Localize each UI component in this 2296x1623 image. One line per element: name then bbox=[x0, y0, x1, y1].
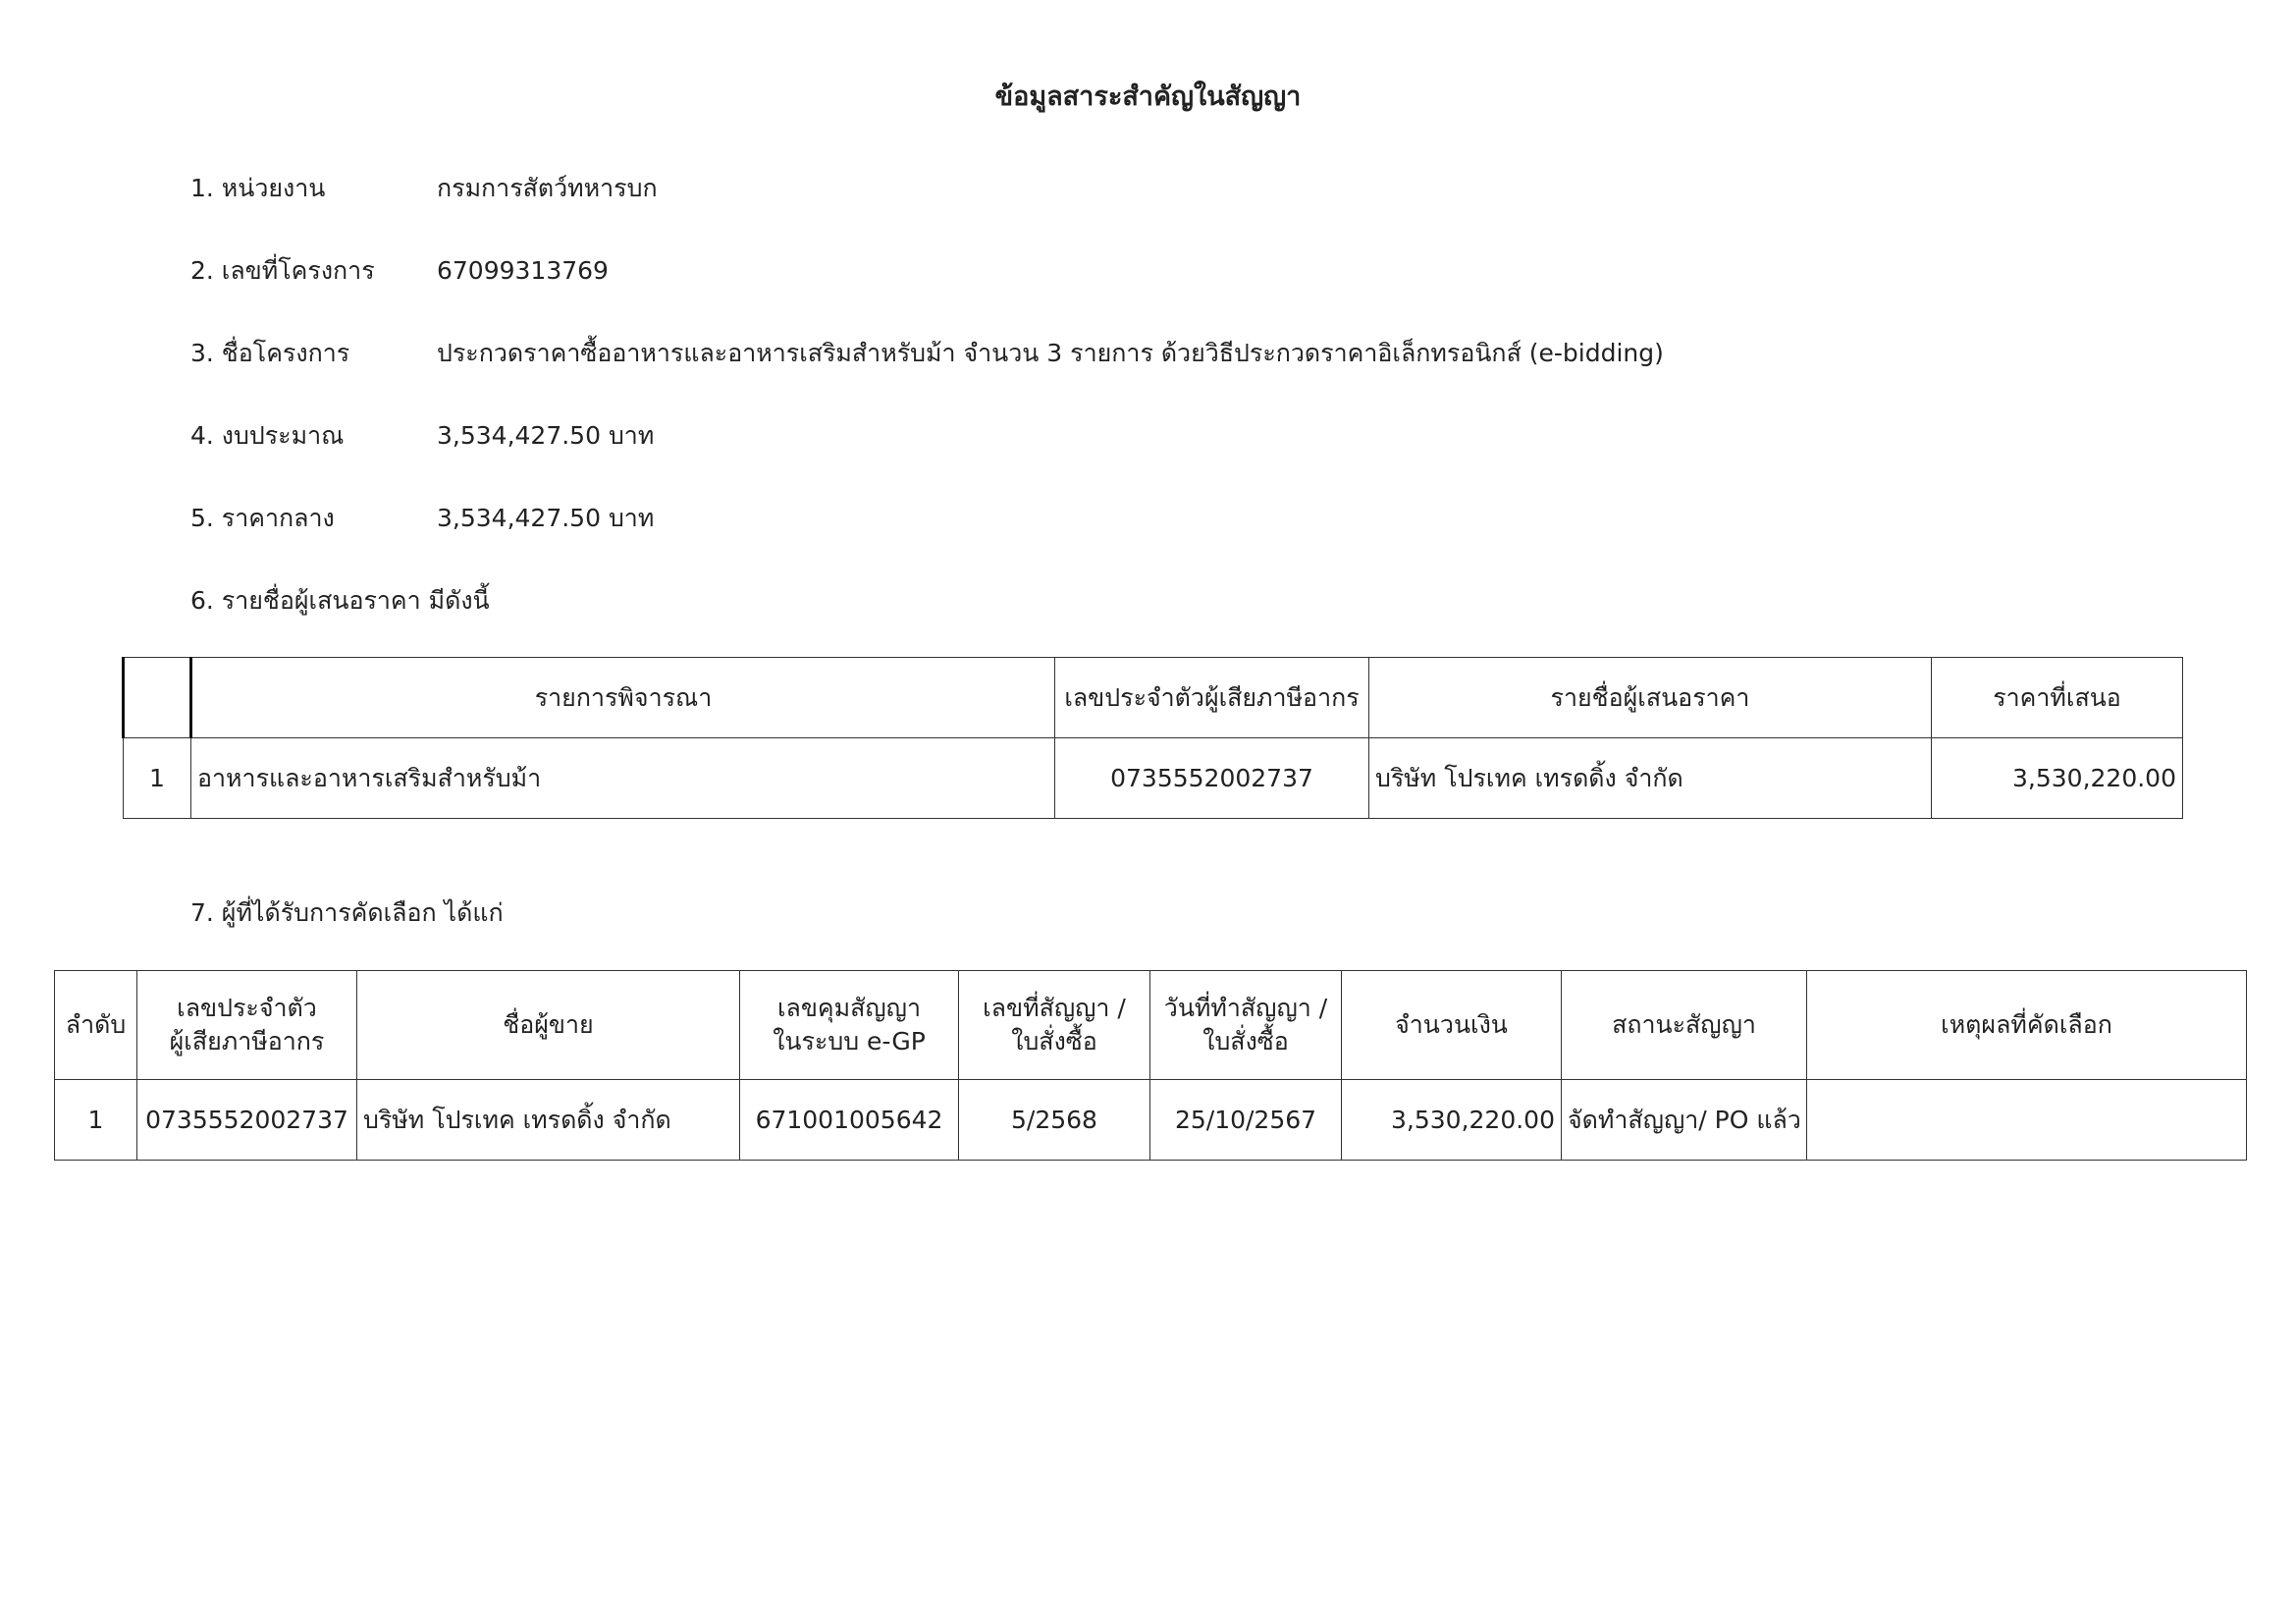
table-row bbox=[55, 1080, 2247, 1161]
cell-index: 1 bbox=[124, 738, 191, 819]
header-cell-contract-number bbox=[959, 971, 1150, 1080]
cell-status: จัดทำสัญญา/ PO แล้ว bbox=[1562, 1080, 1807, 1161]
bidders-table bbox=[122, 657, 2183, 819]
document-title: ข้อมูลสาระสำคัญในสัญญา bbox=[994, 81, 1302, 112]
cell-bidder: บริษัท โปรเทค เทรดดิ้ง จำกัด bbox=[1369, 738, 1932, 819]
header-text: ใบสั่งซื้อ bbox=[1202, 1027, 1289, 1055]
cell-reason bbox=[1807, 1080, 2247, 1161]
info-value: ประกวดราคาซื้ออาหารและอาหารเสริมสำหรับม้า จำนวน 3 รายการ ด้วยวิธีประกวดราคาอิเล็กทรอนิกส์ (e-bidding) bbox=[437, 339, 1664, 367]
cell-egp-number: 671001005642 bbox=[740, 1080, 959, 1161]
header-text: วันที่ทำสัญญา / bbox=[1163, 994, 1328, 1022]
header-text: เลขประจำตัว bbox=[177, 994, 317, 1022]
winner-table bbox=[54, 970, 2247, 1161]
winner-heading: 7. ผู้ที่ได้รับการคัดเลือก ได้แก่ bbox=[190, 898, 504, 927]
table-header-row bbox=[55, 971, 2247, 1080]
header-text: เลขที่สัญญา / bbox=[983, 994, 1126, 1022]
cell-seller: บริษัท โปรเทค เทรดดิ้ง จำกัด bbox=[357, 1080, 740, 1161]
header-text: จำนวนเงิน bbox=[1395, 1010, 1508, 1039]
header-text: ลำดับ bbox=[65, 1010, 127, 1039]
info-label: 3. ชื่อโครงการ bbox=[190, 339, 350, 367]
cell-order: 1 bbox=[55, 1080, 137, 1161]
info-value: กรมการสัตว์ทหารบก bbox=[437, 174, 658, 202]
header-cell-contract-date bbox=[1150, 971, 1342, 1080]
header-cell-index bbox=[124, 658, 191, 738]
header-text: ใบสั่งซื้อ bbox=[1011, 1027, 1097, 1055]
header-cell-tax-id: เลขประจำตัวผู้เสียภาษีอากร bbox=[1055, 658, 1369, 738]
header-cell-reason bbox=[1807, 971, 2247, 1080]
header-text: ผู้เสียภาษีอากร bbox=[169, 1027, 325, 1055]
header-text: ในระบบ e-GP bbox=[773, 1027, 926, 1055]
info-value: 67099313769 bbox=[437, 256, 609, 285]
cell-contract-date: 25/10/2567 bbox=[1150, 1080, 1342, 1161]
header-cell-bidder: รายชื่อผู้เสนอราคา bbox=[1369, 658, 1932, 738]
header-cell-seller bbox=[357, 971, 740, 1080]
cell-amount: 3,530,220.00 bbox=[1342, 1080, 1562, 1161]
cell-price: 3,530,220.00 bbox=[1932, 738, 2183, 819]
header-cell-amount bbox=[1342, 971, 1562, 1080]
header-cell-status bbox=[1562, 971, 1807, 1080]
cell-tax-id: 0735552002737 bbox=[1055, 738, 1369, 819]
cell-item: อาหารและอาหารเสริมสำหรับม้า bbox=[191, 738, 1055, 819]
info-label: 1. หน่วยงาน bbox=[190, 174, 326, 202]
cell-contract-number: 5/2568 bbox=[959, 1080, 1150, 1161]
header-cell-tax-id bbox=[137, 971, 357, 1080]
info-value: 3,534,427.50 บาท bbox=[437, 504, 655, 532]
table-row bbox=[124, 738, 2183, 819]
header-cell-egp-number bbox=[740, 971, 959, 1080]
info-value: 3,534,427.50 บาท bbox=[437, 421, 655, 450]
info-label: 4. งบประมาณ bbox=[190, 421, 345, 450]
header-text: เหตุผลที่คัดเลือก bbox=[1941, 1010, 2112, 1039]
header-text: เลขคุมสัญญา bbox=[776, 994, 922, 1022]
bidders-heading: 6. รายชื่อผู้เสนอราคา มีดังนี้ bbox=[190, 586, 490, 615]
info-label: 5. ราคากลาง bbox=[190, 504, 335, 532]
cell-tax-id: 0735552002737 bbox=[137, 1080, 357, 1161]
table-header-row bbox=[124, 658, 2183, 738]
header-text: สถานะสัญญา bbox=[1612, 1010, 1756, 1039]
header-cell-item: รายการพิจารณา bbox=[191, 658, 1055, 738]
info-label: 2. เลขที่โครงการ bbox=[190, 256, 375, 285]
header-text: ชื่อผู้ขาย bbox=[503, 1010, 594, 1039]
header-cell-order bbox=[55, 971, 137, 1080]
header-cell-price: ราคาที่เสนอ bbox=[1932, 658, 2183, 738]
